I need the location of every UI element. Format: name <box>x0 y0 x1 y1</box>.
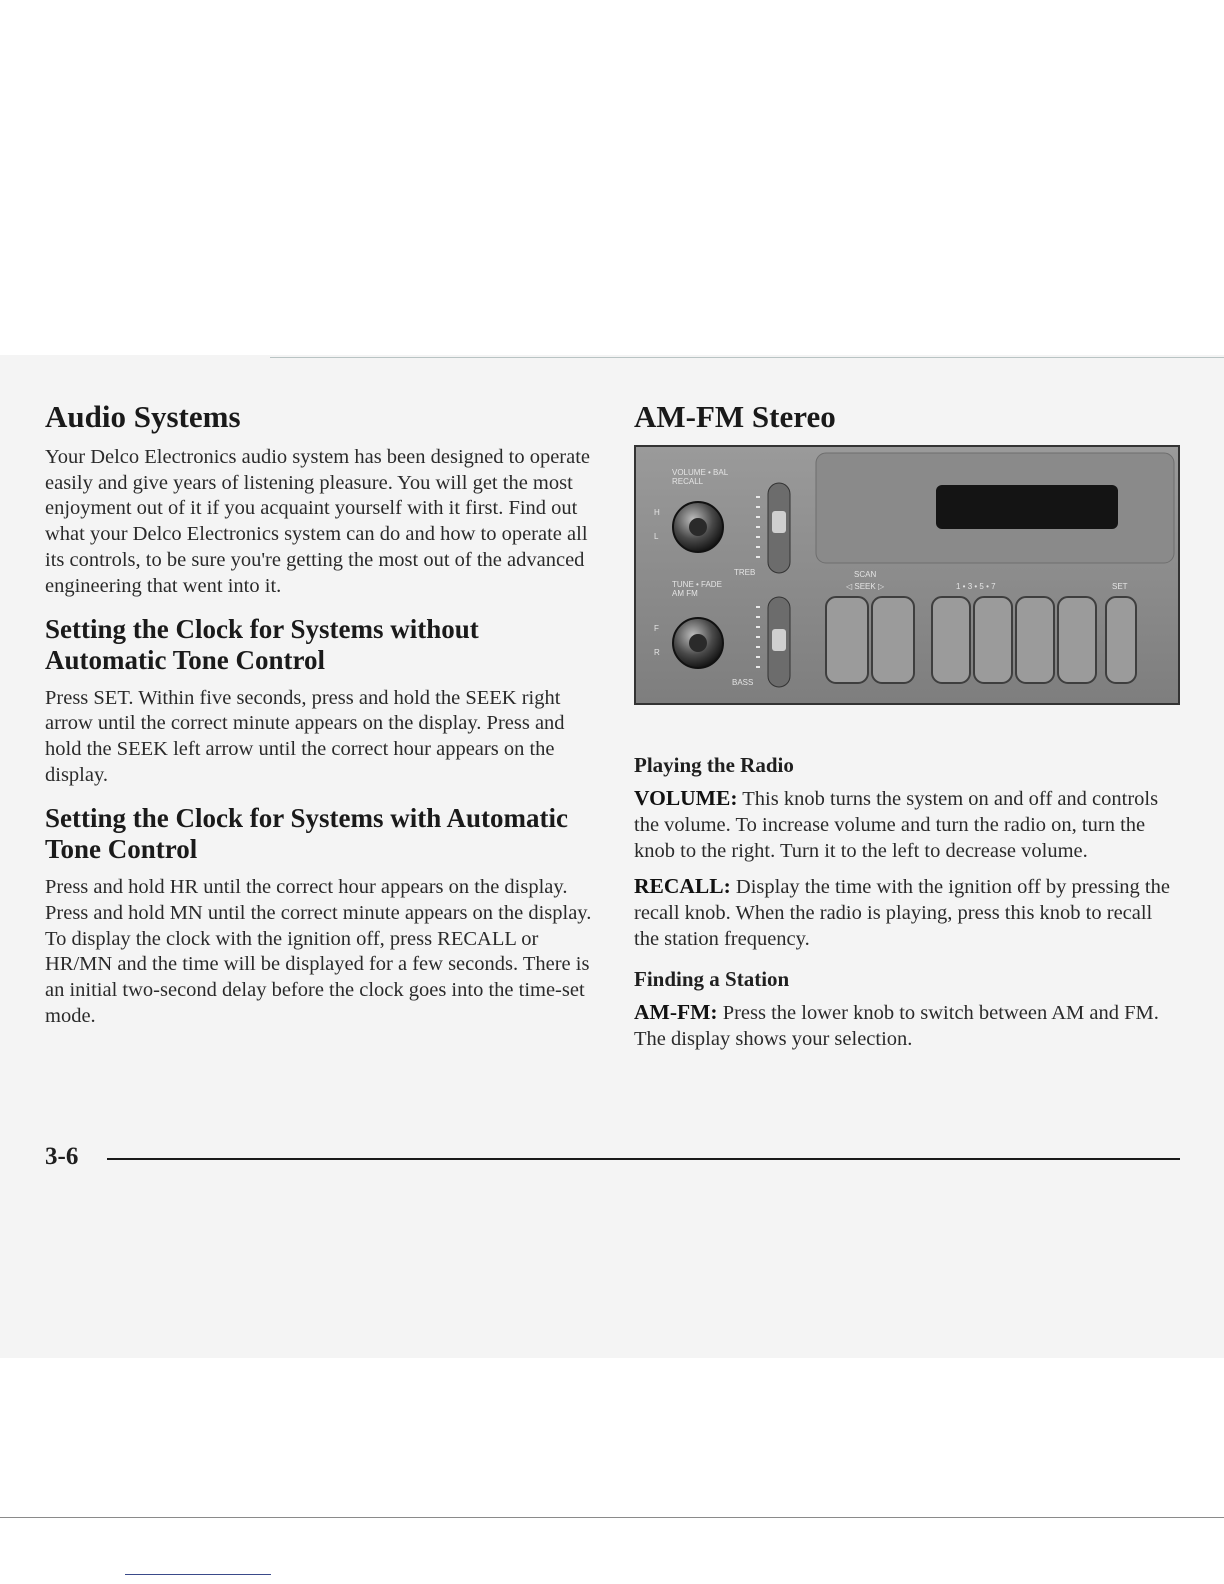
seek-label: ◁ SEEK ▷ <box>846 581 885 591</box>
am-fm-stereo-title: AM-FM Stereo <box>634 399 836 434</box>
clock-without-atc-body: Press SET. Within five seconds, press and hold the SEEK right arrow until the correct minute appears on the display. Press and hold the SEEK left arrow until the correct hour appears on the display. <box>45 686 565 787</box>
stray-rule <box>125 1574 271 1575</box>
treble-slider <box>772 511 786 533</box>
scan-label: SCAN <box>854 569 877 579</box>
clock-with-atc-heading: Setting the Clock for Systems with Automatic Tone Control <box>45 802 568 864</box>
audio-systems-title: Audio Systems <box>45 399 241 434</box>
treb-label: TREB <box>734 567 756 577</box>
page-number: 3-6 <box>45 1143 79 1170</box>
r-label: R <box>654 647 660 657</box>
footer-rule <box>107 1158 1180 1160</box>
bass-slider <box>772 629 786 651</box>
volume-label: VOLUME • BAL <box>672 467 729 477</box>
volume-text: This knob turns the system on and off and controls the volume. To increase volume and turn the radio on, turn the knob to the right. Turn it to the left to decrease volume. <box>634 787 1159 862</box>
left-column <box>45 398 597 1040</box>
bass-label: BASS <box>732 677 754 687</box>
recall-text: Display the time with the ignition off by pressing the recall knob. When the radio is playing, press this knob to recall the station frequency. <box>634 876 1170 950</box>
tune-label: TUNE • FADE <box>672 579 722 589</box>
bottom-rule <box>0 1517 1224 1518</box>
clock-without-atc-heading: Setting the Clock for Systems without Automatic Tone Control <box>45 613 479 675</box>
volume-paragraph <box>634 786 1182 864</box>
l-label: L <box>654 531 659 541</box>
recall-term: RECALL: <box>634 874 731 899</box>
f-label: F <box>654 623 659 633</box>
amfm-paragraph <box>634 1000 1182 1053</box>
right-column <box>634 398 1182 1063</box>
hr-label: H <box>654 507 660 517</box>
intro-paragraph: Your Delco Electronics audio system has been designed to operate easily and give years of listening pleasure. You will get the most enjoyment out of it if you acquaint yourself with it first. Find out what your Delco Electronics system can do and how to operate all its controls, to be sure you're getting the most out of the advanced engineering that went into it. <box>45 445 591 597</box>
radio-faceplate-image <box>634 445 1180 705</box>
playing-radio-heading: Playing the Radio <box>634 752 794 777</box>
recall-paragraph <box>634 874 1182 952</box>
presets-label: 1 • 3 • 5 • 7 <box>956 581 996 591</box>
clock-with-atc-body: Press and hold HR until the correct hour appears on the display. Press and hold MN until the correct minute appears on the display. To display the clock with the ignition off, press RECALL or HR/MN and the time will be displayed for a few seconds. There is an initial two-second delay before the clock goes into the time-set mode. <box>45 875 592 1027</box>
finding-station-heading: Finding a Station <box>634 966 790 991</box>
recall-label: RECALL <box>672 476 704 486</box>
volume-term: VOLUME: <box>634 785 738 810</box>
set-label: SET <box>1112 581 1128 591</box>
am-fm-label: AM FM <box>672 588 698 598</box>
amfm-term: AM-FM: <box>634 999 718 1024</box>
top-rule <box>270 357 1224 358</box>
amfm-text: Press the lower knob to switch between AM and FM. The display shows your selection. <box>634 1001 1159 1050</box>
